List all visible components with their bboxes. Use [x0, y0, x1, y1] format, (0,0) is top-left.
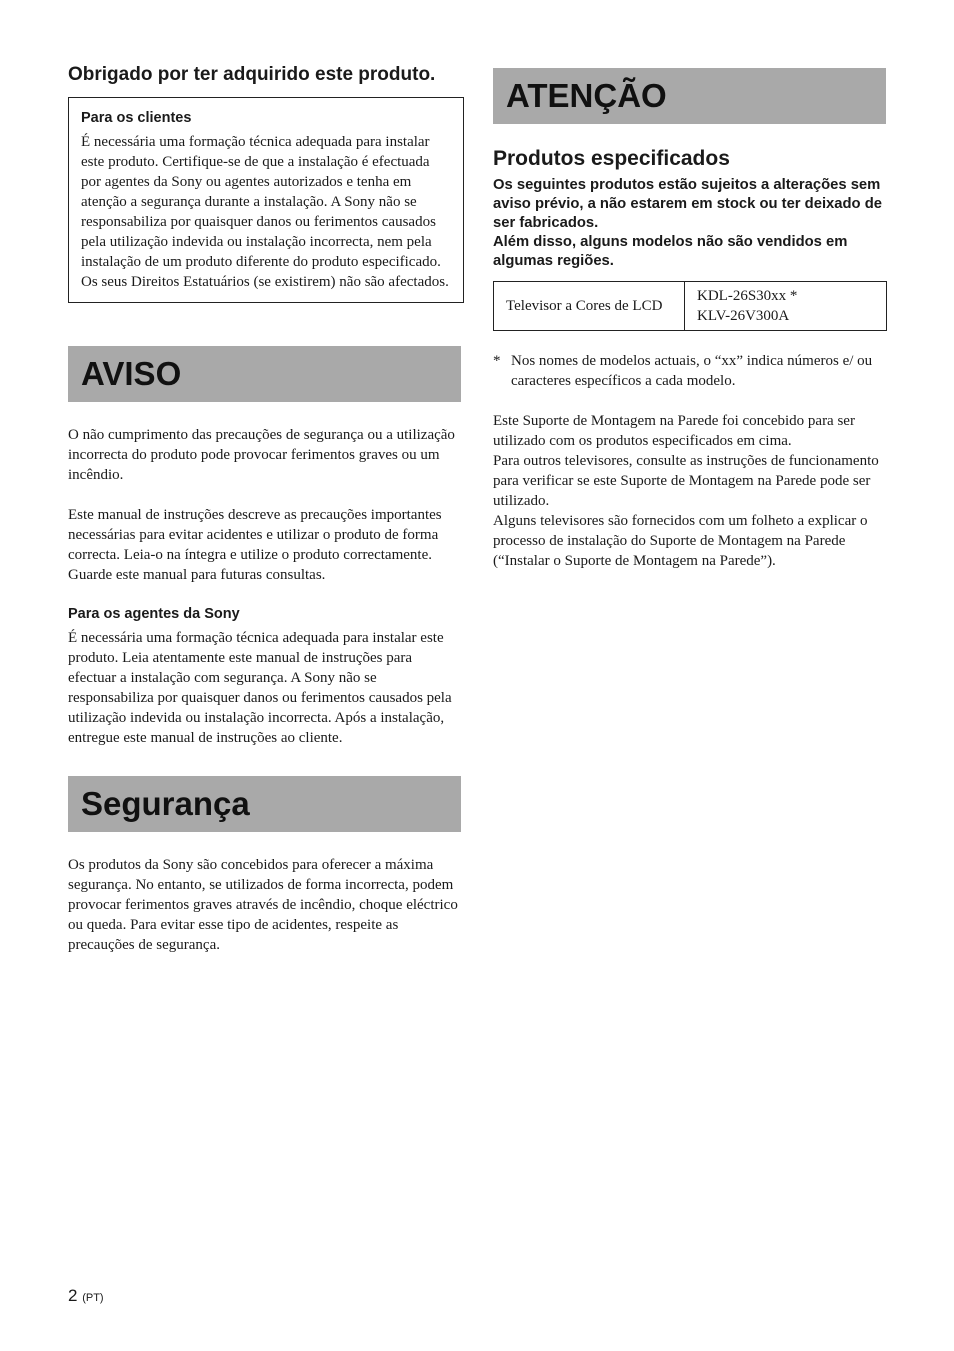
products-title: Produtos especificados [493, 147, 730, 170]
model-2: KLV-26V300A [697, 308, 790, 324]
atencao-banner: ATENÇÃO [493, 68, 886, 124]
products-table [493, 281, 887, 331]
aviso-paragraph-1: O não cumprimento das precauções de segurança ou a utilização incorrecta do produto pode provocar ferimentos graves ou um incêndio. [68, 427, 455, 483]
clients-text: É necessária uma formação técnica adequada para instalar este produto. Certifique-se de que a instalação é efectuada por agentes da Sony ou agentes autorizados e tenha em atenção a segurança durante a instalação. A Sony não se responsabiliza por quaisquer danos ou ferimentos causados pela utilização indevida ou instalação incorrecta, nem pela instalação de um produto diferente do produto especificado. Os seus Direitos Estatuários (se existirem) não são afectados. [81, 134, 449, 290]
mount-paragraph-3: Alguns televisores são fornecidos com um folheto a explicar o processo de instalação do Suporte de Montagem na Parede (“Instalar o Suporte de Montagem na Parede”). [493, 513, 868, 569]
clients-heading: Para os clientes [81, 110, 192, 126]
seguranca-text: Os produtos da Sony são concebidos para oferecer a máxima segurança. No entanto, se utilizados de forma incorrecta, podem provocar ferimentos graves através de incêndio, choque eléctrico ou queda. Para evitar esse tipo de acidentes, respeite as precauções de segurança. [68, 857, 458, 953]
agents-text: É necessária uma formação técnica adequada para instalar este produto. Leia atentamente este manual de instruções para efectuar a instalação com segurança. A Sony não se responsabiliza por quaisquer danos ou ferimentos causados pela utilização indevida ou instalação incorrecta. Após a instalação, entregue este manual de instruções ao cliente. [68, 630, 452, 746]
products-notice-1: Os seguintes produtos estão sujeitos a alterações sem aviso prévio, a não estarem em stock ou ter deixado de ser fabricados. [493, 177, 882, 231]
footnote-marker: * [493, 353, 501, 369]
mount-paragraph-1: Este Suporte de Montagem na Parede foi concebido para ser utilizado com os produtos especificados em cima. [493, 413, 855, 449]
page-number-value: 2 [68, 1286, 78, 1305]
product-models-cell [685, 282, 887, 331]
products-notice-2: Além disso, alguns modelos não são vendidos em algumas regiões. [493, 234, 848, 269]
thanks-title: Obrigado por ter adquirido este produto. [68, 64, 436, 85]
footnote-text: Nos nomes de modelos actuais, o “xx” indica números e/ ou caracteres específicos a cada modelo. [511, 353, 873, 389]
page-number [68, 1286, 104, 1306]
model-1: KDL-26S30xx * [697, 288, 798, 304]
seguranca-banner: Segurança [68, 776, 461, 832]
aviso-banner: AVISO [68, 346, 461, 402]
left-column [68, 62, 464, 955]
aviso-paragraph-2: Este manual de instruções descreve as precauções importantes necessárias para evitar acidentes e utilizar o produto de forma correcta. Leia-o na íntegra e utilize o produto correctamente. Guarde este manual para futuras consultas. [68, 507, 442, 583]
product-category-cell: Televisor a Cores de LCD [494, 282, 685, 331]
table-row [494, 282, 887, 331]
mount-paragraph-2: Para outros televisores, consulte as instruções de funcionamento para verificar se este Suporte de Montagem na Parede pode ser utilizado. [493, 453, 879, 509]
page-language: (PT) [82, 1292, 104, 1304]
agents-heading: Para os agentes da Sony [68, 606, 240, 622]
footnote [493, 351, 887, 391]
clients-box [68, 97, 464, 303]
right-column [493, 68, 887, 571]
